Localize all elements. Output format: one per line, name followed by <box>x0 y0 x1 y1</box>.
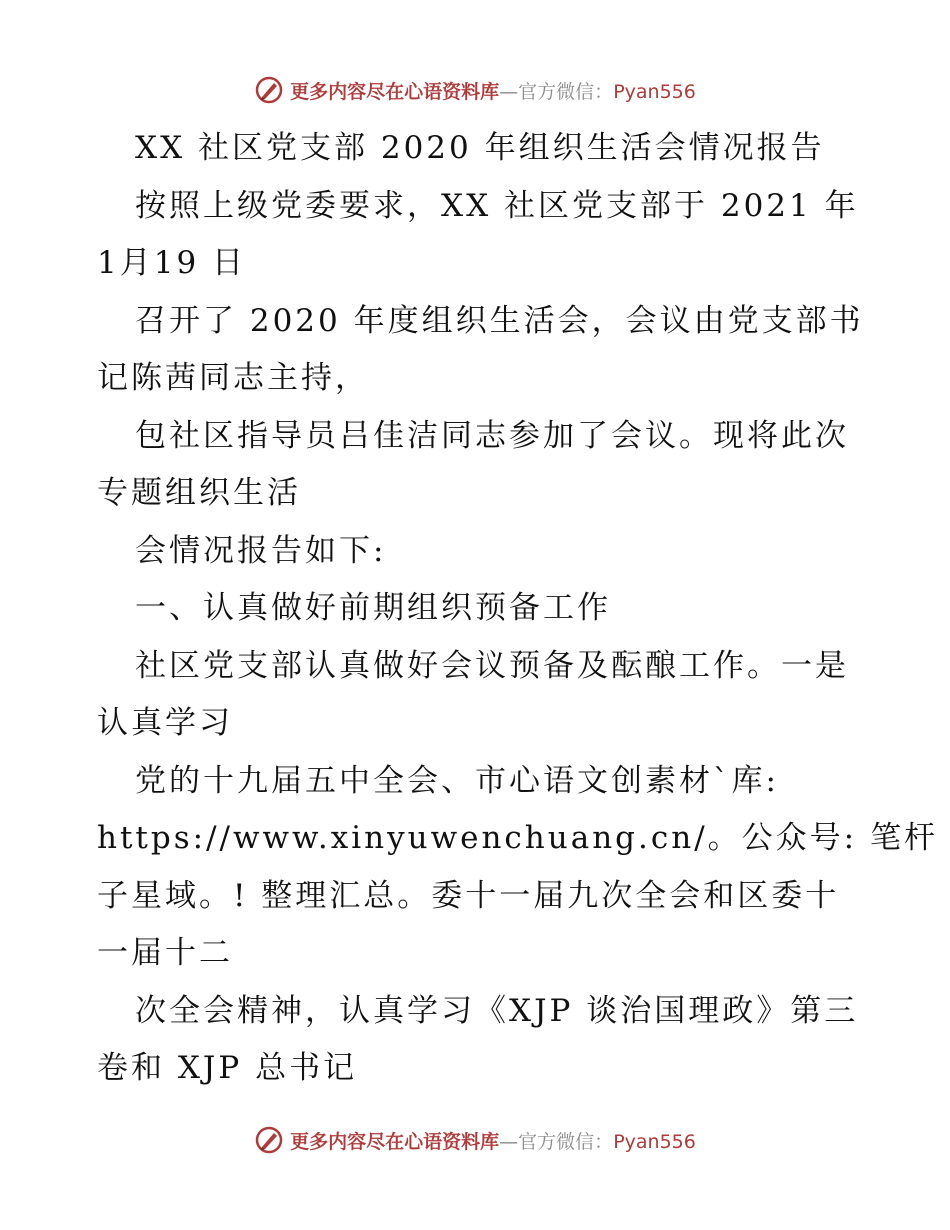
paragraph-line: 一届十二 <box>97 935 233 971</box>
watermark-sub: 官方微信： <box>518 80 614 103</box>
paragraph-line: 包社区指导员吕佳洁同志参加了会议。现将此次 <box>135 417 849 454</box>
watermark-dash: — <box>499 1130 519 1153</box>
watermark-sub: 官方微信： <box>518 1130 614 1153</box>
paragraph-line: 会情况报告如下: <box>135 532 387 569</box>
paragraph-line: https://www.xinyuwenchuang.cn/。公众号: 笔杆 <box>97 820 938 856</box>
watermark-text <box>290 1127 696 1154</box>
doc-title: XX 社区党支部 2020 年组织生活会情况报告 <box>135 130 825 166</box>
paragraph-line: 认真学习 <box>97 705 233 741</box>
paragraph-line: 党的十九届五中全会、市心语文创素材`库: <box>135 762 779 799</box>
pen-logo-icon <box>254 75 284 105</box>
watermark-main: 更多内容尽在心语资料库 <box>290 80 500 103</box>
watermark-main: 更多内容尽在心语资料库 <box>290 1130 500 1153</box>
footer-watermark <box>0 1120 950 1160</box>
paragraph-line: 卷和 XJP 总书记 <box>97 1050 358 1086</box>
watermark-dash: — <box>499 80 519 103</box>
watermark-text <box>290 77 696 104</box>
paragraph-line: 记陈茜同志主持， <box>97 360 369 396</box>
paragraph-line: 子星域。! 整理汇总。委十一届九次全会和区委十 <box>97 877 840 914</box>
watermark-id: Pyan556 <box>613 80 696 103</box>
document-body <box>97 120 938 1098</box>
section-heading: 一、认真做好前期组织预备工作 <box>135 590 611 626</box>
watermark-id: Pyan556 <box>613 1130 696 1153</box>
pen-logo-icon <box>254 1125 284 1155</box>
header-watermark <box>0 70 950 110</box>
paragraph-line: 社区党支部认真做好会议预备及酝酿工作。一是 <box>135 647 849 684</box>
paragraph-line: 1月19 日 <box>97 245 247 281</box>
paragraph-line: 召开了 2020 年度组织生活会，会议由党支部书 <box>135 302 864 339</box>
paragraph-line: 按照上级党委要求，XX 社区党支部于 2021 年 <box>135 187 859 224</box>
paragraph-line: 专题组织生活 <box>97 475 301 511</box>
paragraph-line: 次全会精神，认真学习《XJP 谈治国理政》第三 <box>135 992 859 1029</box>
